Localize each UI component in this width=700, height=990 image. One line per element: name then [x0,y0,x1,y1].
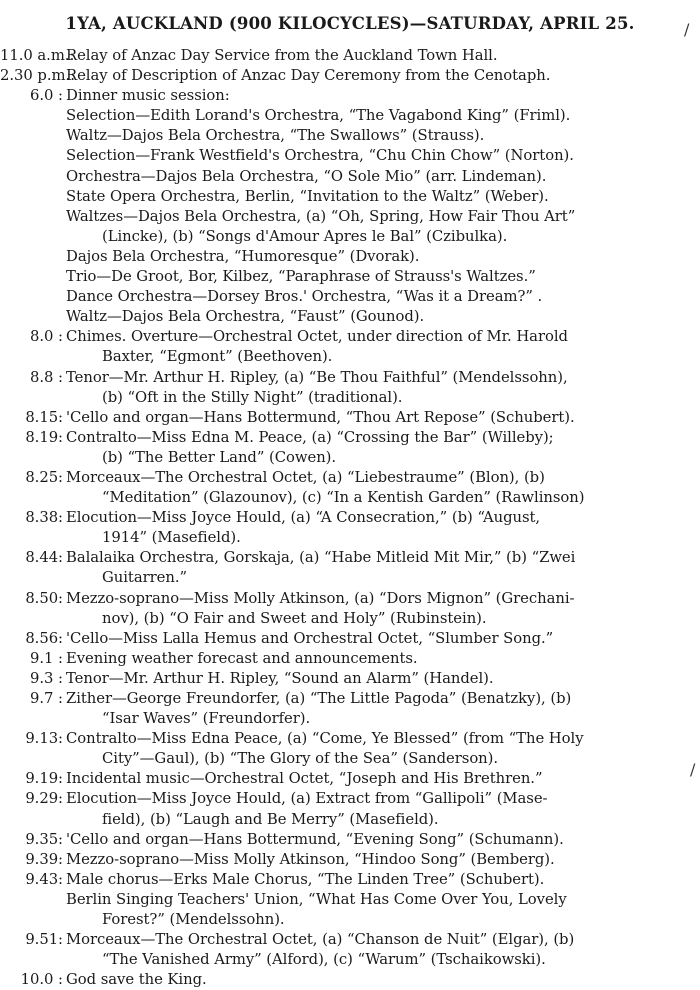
programme-entry [0,207,700,247]
programme-entry [0,729,700,769]
programme-entry [0,689,700,729]
programme-entry [0,890,700,930]
entry-time: 9.19: [25,770,63,788]
entry-text [66,287,542,307]
programme-entry [0,830,700,850]
entry-line: Selection—Frank Westfield's Orchestra, “Chu Chin Chow” (Norton). [66,147,574,165]
page-heading: 1YA, AUCKLAND (900 KILOCYCLES)—SATURDAY, APRIL 25. [65,14,635,33]
entry-time: 8.15: [25,408,63,426]
entry-text [66,830,564,850]
entry-line: Dance Orchestra—Dorsey Bros.' Orchestra, “Was it a Dream?” . [66,288,543,306]
entry-line: Tenor—Mr. Arthur H. Ripley, “Sound an Alarm” (Handel). [66,669,494,687]
programme-entry [0,769,700,789]
entry-line: Relay of Description of Anzac Day Ceremony from the Cenotaph. [66,67,551,85]
entry-time: 9.35: [25,830,63,848]
entry-line: God save the King. [66,971,207,989]
entry-text [66,689,571,729]
entry-time: 6.0 : [30,87,63,105]
entry-continuation-line: (Lincke), (b) “Songs d'Amour Apres le Bal” (Czibulka). [102,227,508,245]
programme-entry [0,669,700,689]
programme-entry [0,548,700,588]
entry-text [66,408,575,428]
entry-continuation-line: (b) “Oft in the Stilly Night” (traditional). [102,388,403,406]
entry-text [66,86,230,106]
programme-entry [0,247,700,267]
entry-time: 9.3 : [30,669,63,687]
programme-entry [0,327,700,367]
programme-entry [0,408,700,428]
entry-time: 9.29: [25,790,63,808]
entry-text [66,589,574,629]
entry-line: Evening weather forecast and announcements. [66,649,418,667]
entry-continuation-line: “Meditation” (Glazounov), (c) “In a Kentish Garden” (Rawlinson) [102,489,585,507]
entry-time: 8.0 : [30,328,63,346]
entry-line: Incidental music—Orchestral Octet, “Joseph and His Brethren.” [66,770,543,788]
entry-text [66,66,550,86]
programme-entry [0,970,700,990]
entry-time: 8.38: [25,509,63,527]
entry-text [66,789,548,829]
entry-line: Zither—George Freundorfer, (a) “The Little Pagoda” (Benatzky), (b) [66,690,572,707]
entry-continuation-line: 1914” (Masefield). [102,529,241,547]
programme-entry [0,307,700,327]
entry-text [66,769,542,789]
entry-line: Male chorus—Erks Male Chorus, “The Linden Tree” (Schubert). [66,870,545,888]
entry-text [66,327,568,367]
margin-mark: / [684,20,690,39]
entry-line: Waltz—Dajos Bela Orchestra, “The Swallows” (Strauss). [66,127,485,145]
programme-entry [0,850,700,870]
entry-time: 8.8 : [30,368,63,386]
entry-text [66,890,567,930]
entry-time: 10.0 : [20,971,63,989]
programme-entry [0,629,700,649]
entry-text [66,207,575,247]
entry-text [66,548,575,588]
entry-time: 2.30 p.m.: [0,67,76,85]
entry-line: Morceaux—The Orchestral Octet, (a) “Chanson de Nuit” (Elgar), (b) [66,931,575,949]
entry-line: Waltzes—Dajos Bela Orchestra, (a) “Oh, Spring, How Fair Thou Art” [66,207,576,225]
entry-continuation-line: (b) “The Better Land” (Cowen). [102,448,337,466]
programme-entry [0,106,700,126]
entry-continuation-line: City”—Gaul), (b) “The Glory of the Sea” (Sanderson). [102,750,499,768]
programme-list [0,46,700,990]
entry-line: Morceaux—The Orchestral Octet, (a) “Liebestraume” (Blon), (b) [66,468,545,486]
entry-text [66,468,584,508]
entry-line: 'Cello—Miss Lalla Hemus and Orchestral Octet, “Slumber Song.” [66,629,554,647]
entry-line: Dajos Bela Orchestra, “Humoresque” (Dvorak). [66,247,420,265]
entry-text [66,870,544,890]
entry-text [66,267,536,287]
entry-text [66,247,419,267]
entry-continuation-line: “Isar Waves” (Freundorfer). [102,710,311,728]
entry-time: 8.56: [25,629,63,647]
entry-line: Tenor—Mr. Arthur H. Ripley, (a) “Be Thou Faithful” (Mendelssohn), [66,368,568,386]
entry-line: Waltz—Dajos Bela Orchestra, “Faust” (Gounod). [66,308,425,326]
entry-line: Contralto—Miss Edna Peace, (a) “Come, Ye Blessed” (from “The Holy [66,730,584,748]
entry-text [66,368,568,408]
entry-line: Balalaika Orchestra, Gorskaja, (a) “Habe Mitleid Mit Mir,” (b) “Zwei [66,549,576,567]
entry-continuation-line: Baxter, “Egmont” (Beethoven). [102,348,333,366]
entry-continuation-line: Forest?” (Mendelssohn). [102,911,285,929]
entry-line: Dinner music session: [66,87,230,105]
entry-text [66,970,207,990]
programme-entry [0,167,700,187]
entry-text [66,629,553,649]
entry-time: 9.51: [25,931,63,949]
entry-time: 8.44: [25,549,63,567]
margin-mark: / [690,760,696,779]
entry-continuation-line: field), (b) “Laugh and Be Merry” (Masefield). [102,810,439,828]
programme-entry [0,187,700,207]
programme-entry [0,508,700,548]
programme-entry [0,589,700,629]
programme-entry [0,126,700,146]
programme-entry [0,870,700,890]
programme-entry [0,368,700,408]
entry-line: Trio—De Groot, Bor, Kilbez, “Paraphrase of Strauss's Waltzes.” [66,268,536,286]
entry-time: 8.19: [25,428,63,446]
programme-entry [0,287,700,307]
entry-text [66,126,484,146]
programme-entry [0,789,700,829]
entry-time: 9.1 : [30,649,63,667]
programme-entry [0,66,700,86]
entry-time: 8.25: [25,468,63,486]
programme-entry [0,428,700,468]
entry-line: Relay of Anzac Day Service from the Auckland Town Hall. [66,47,498,64]
programme-entry [0,146,700,166]
entry-line: State Opera Orchestra, Berlin, “Invitation to the Waltz” (Weber). [66,187,549,205]
entry-line: Orchestra—Dajos Bela Orchestra, “O Sole Mio” (arr. Lindeman). [66,167,547,185]
entry-text [66,669,494,689]
entry-time: 9.39: [25,850,63,868]
entry-continuation-line: nov), (b) “O Fair and Sweet and Holy” (Rubinstein). [102,609,487,627]
entry-continuation-line: Guitarren.” [102,569,188,587]
entry-line: Contralto—Miss Edna M. Peace, (a) “Crossing the Bar” (Willeby); [66,428,554,446]
entry-time: 9.43: [25,870,63,888]
entry-time: 9.7 : [30,690,63,707]
programme-entry [0,86,700,106]
entry-line: Berlin Singing Teachers' Union, “What Has Come Over You, Lovely [66,890,567,908]
entry-text [66,146,574,166]
entry-time: 8.50: [25,589,63,607]
entry-line: 'Cello and organ—Hans Bottermund, “Evening Song” (Schumann). [66,830,564,848]
entry-line: Elocution—Miss Joyce Hould, (a) “A Consecration,” (b) “August, [66,509,541,527]
programme-entry [0,267,700,287]
entry-line: Mezzo-soprano—Miss Molly Atkinson, (a) “Dors Mignon” (Grechani- [66,589,575,607]
entry-line: Selection—Edith Lorand's Orchestra, “The Vagabond King” (Friml). [66,107,571,125]
programme-entry [0,649,700,669]
entry-line: Chimes. Overture—Orchestral Octet, under direction of Mr. Harold [66,328,568,346]
entry-text [66,307,424,327]
entry-text [66,167,546,187]
entry-text [66,46,498,66]
entry-text [66,649,418,669]
entry-time: 11.0 a.m.: [0,47,75,64]
programme-entry [0,46,700,66]
entry-line: Elocution—Miss Joyce Hould, (a) Extract from “Gallipoli” (Mase- [66,790,548,808]
entry-text [66,106,570,126]
entry-text [66,187,549,207]
programme-entry [0,930,700,970]
entry-text [66,850,555,870]
entry-continuation-line: “The Vanished Army” (Alford), (c) “Warum” (Tschaikowski). [102,951,546,969]
programme-entry [0,468,700,508]
entry-text [66,729,584,769]
entry-line: 'Cello and organ—Hans Bottermund, “Thou Art Repose” (Schubert). [66,408,575,426]
entry-text [66,930,574,970]
entry-time: 9.13: [25,730,63,748]
entry-line: Mezzo-soprano—Miss Molly Atkinson, “Hindoo Song” (Bemberg). [66,850,555,868]
entry-text [66,508,540,548]
entry-text [66,428,554,468]
